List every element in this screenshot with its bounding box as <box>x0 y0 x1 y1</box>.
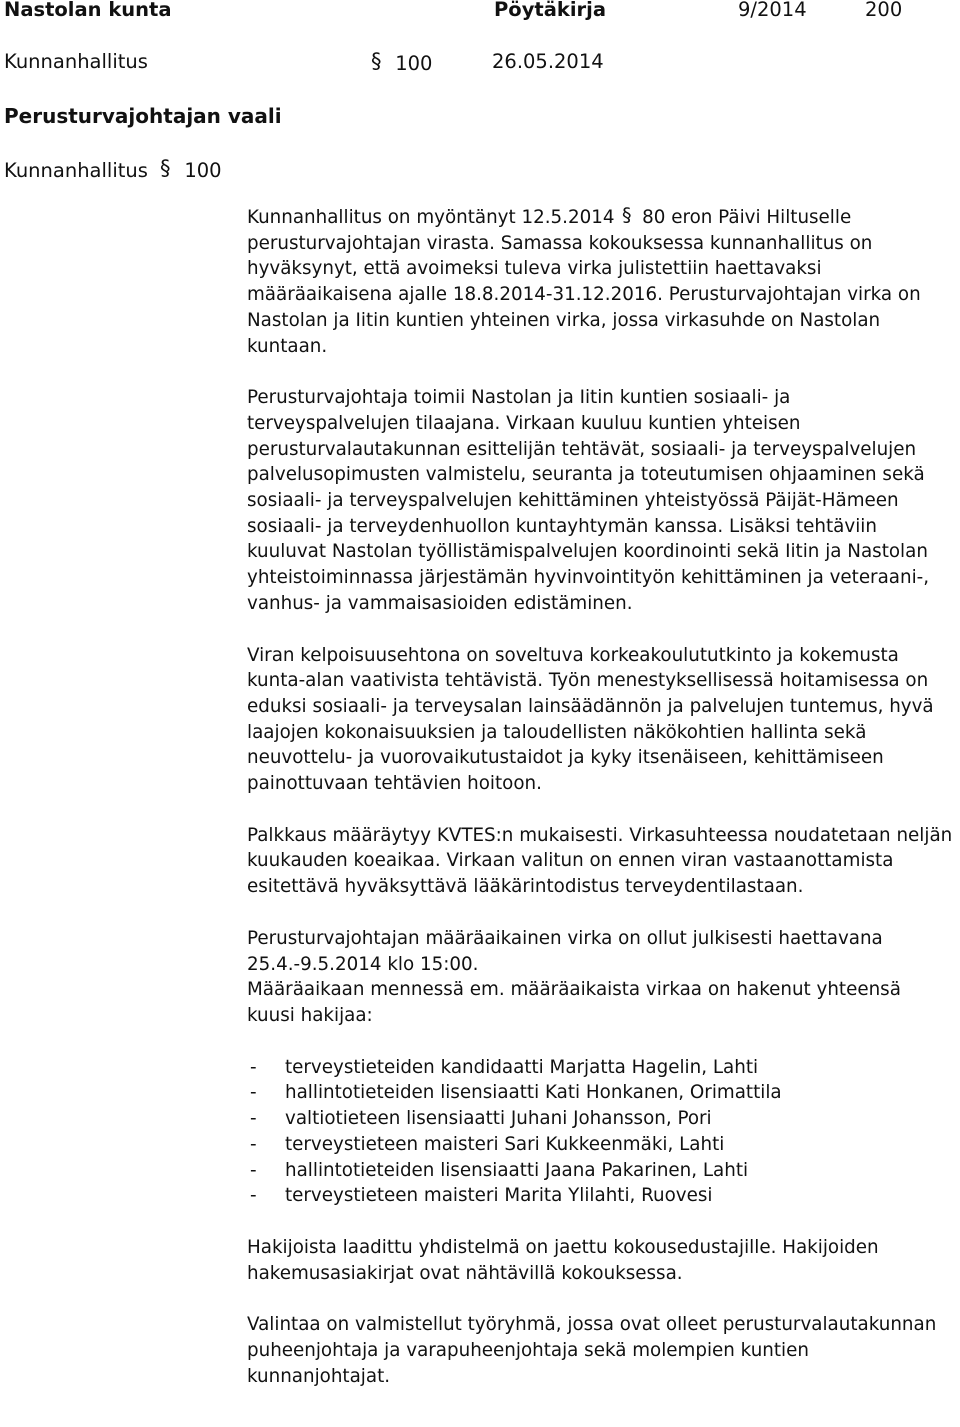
dash-bullet: - <box>250 1133 257 1155</box>
section-sign-icon <box>622 205 634 225</box>
applicant-count-text: Määräaikaan mennessä em. määräaikaista virkaa on hakenut yhteensä kuusi hakijaa: <box>247 979 901 1026</box>
list-item <box>247 1158 953 1184</box>
meeting-organ: Kunnanhallitus <box>4 50 148 73</box>
paragraph-qualifications: Viran kelpoisuusehtona on soveltuva korkeakoulututkinto ja kokemusta kunta-alan vaativista tehtävistä. Työn menestyksellisessä hoitamisessa on eduksi sosiaali- ja terveysalan lainsäädännön ja palvelujen tuntemus, hyvä laajojen kokonaisuuksien ja taloudellisten näkökohtien hallinta sekä neuvottelu- ja vuorovaikutustaidot ja kyky itsenäiseen, kehittämiseen painottuvaan tehtävien hoitoon. <box>247 644 934 795</box>
paragraph-duties: Perusturvajohtaja toimii Nastolan ja Iitin kuntien sosiaali- ja terveyspalvelujen tilaajana. Virkaan kuuluu kuntien yhteisen perusturvalautakunnan esittelijän tehtävät, sosiaali- ja terveyspalvelujen palvelusopimusten valmistelu, seuranta ja toteutumisen ohjaaminen sekä sosiaali- ja terveyspalvelujen kehittäminen yhteistyössä Päijät-Hämeen sosiaali- ja terveydenhuollon kuntayhtymän kanssa. Lisäksi tehtäviin kuuluvat Nastolan työllistämispalvelujen koordinointi sekä Iitin ja Nastolan yhteistoiminnassa järjestämän hyvinvointityön kehittäminen ja veteraani-, vanhus- ja vammaisasioiden edistäminen. <box>247 387 930 614</box>
application-period-dates: 25.4.-9.5.2014 klo 15:00. <box>247 953 479 975</box>
applicant-list <box>247 1055 953 1209</box>
meeting-section <box>371 50 432 76</box>
page-title: Perusturvajohtajan vaali <box>4 104 282 128</box>
applicant-name: terveystieteen maisteri Marita Ylilahti, Ruovesi <box>285 1185 713 1207</box>
dash-bullet: - <box>250 1082 257 1104</box>
paragraph-resignation-rest: 80 eron Päivi Hiltuselle perusturvajohtajan virasta. Samassa kokouksessa kunnanhallitus on hyväksynyt, että avoimeksi tuleva virka julistettiin haettavaksi määräaikaisena ajalle 18.8.2014-31.12.2016. Perusturvajohtajan virka on Nastolan ja Iitin kuntien yhteinen virka, jossa virkasuhde on Nastolan kuntaan. <box>247 207 921 357</box>
svg-text:§: § <box>622 205 632 225</box>
section-sign-icon <box>371 50 385 72</box>
section-sign-icon <box>160 157 174 179</box>
application-period-text: Perusturvajohtajan määräaikainen virka on ollut julkisesti haettavana <box>247 927 883 949</box>
dash-bullet: - <box>250 1056 257 1078</box>
paragraph-resignation <box>247 205 953 359</box>
paragraph-resignation-start: Kunnanhallitus on myöntänyt 12.5.2014 <box>247 207 615 228</box>
title-reference-number: 100 <box>184 159 222 182</box>
applicant-name: hallintotieteiden lisensiaatti Jaana Pakarinen, Lahti <box>285 1159 749 1181</box>
applicant-name: valtiotieteen lisensiaatti Juhani Johansson, Pori <box>285 1108 712 1130</box>
paragraph-summary: Hakijoista laadittu yhdistelmä on jaettu kokousedustajille. Hakijoiden hakemusasiakirjat ovat nähtävillä kokouksessa. <box>247 1236 879 1284</box>
paragraph-salary: Palkkaus määräytyy KVTES:n mukaisesti. Virkasuhteessa noudatetaan neljän kuukauden koeaikaa. Virkaan valitun on ennen viran vastaanottamista esitettävä hyväksyttävä lääkärintodistus terveydentilastaan. <box>247 824 953 898</box>
applicant-name: terveystieteen maisteri Sari Kukkeenmäki, Lahti <box>285 1133 725 1155</box>
page-number: 200 <box>865 0 903 21</box>
document-body <box>247 205 953 1389</box>
list-item <box>247 1132 953 1158</box>
svg-text:§: § <box>371 50 382 72</box>
meeting-section-number: 100 <box>395 52 433 75</box>
applicant-name: terveystieteiden kandidaatti Marjatta Hagelin, Lahti <box>285 1056 759 1078</box>
paragraph-application-period <box>247 926 953 1029</box>
list-item <box>247 1080 953 1106</box>
list-item <box>247 1183 953 1209</box>
dash-bullet: - <box>250 1185 257 1207</box>
list-item <box>247 1106 953 1132</box>
document-number: 9/2014 <box>738 0 807 21</box>
meeting-date: 26.05.2014 <box>492 50 604 73</box>
dash-bullet: - <box>250 1108 257 1130</box>
title-reference-organ: Kunnanhallitus <box>4 159 148 182</box>
dash-bullet: - <box>250 1159 257 1181</box>
document-type: Pöytäkirja <box>494 0 606 21</box>
svg-text:§: § <box>160 157 171 179</box>
municipality-name: Nastolan kunta <box>4 0 172 21</box>
list-item <box>247 1055 953 1081</box>
title-reference <box>4 157 222 183</box>
paragraph-working-group: Valintaa on valmistellut työryhmä, jossa ovat olleet perusturvalautakunnan puheenjohtaja ja varapuheenjohtaja sekä molempien kuntien kunnanjohtajat. <box>247 1314 937 1387</box>
applicant-name: hallintotieteiden lisensiaatti Kati Honkanen, Orimattila <box>285 1082 782 1104</box>
